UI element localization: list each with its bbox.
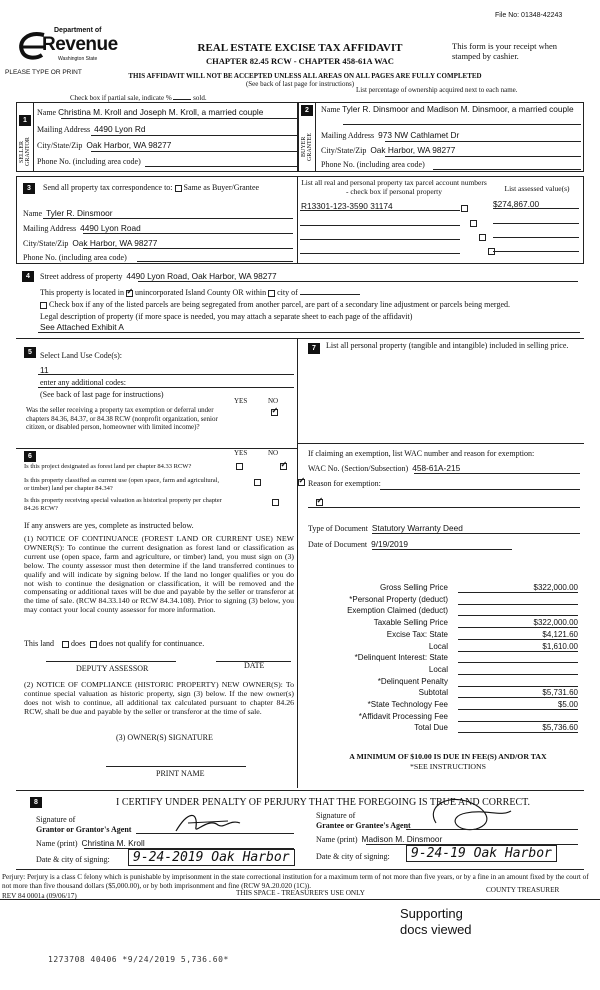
fee-label: *State Technology Fee (367, 700, 448, 709)
cashier-stamp: 1273708 40406 *9/24/2019 5,736.60* (48, 955, 229, 964)
buyer-side-label: BUYER GRANTEE (301, 133, 313, 161)
personal-property-checkbox[interactable] (470, 220, 477, 227)
legal-desc-label: Legal description of property (if more space is needed, you may attach a separate sheet to each page of the affidavit) (40, 312, 413, 321)
assessed-header: List assessed value(s) (504, 184, 570, 193)
label: Mailing Address (37, 125, 91, 134)
segregated-text: Check box if any of the listed parcels are being segregated from another parcel, are part of a secondary line adjustment or parcels being merged. (49, 300, 510, 309)
label: City/State/Zip (37, 141, 83, 150)
send-to-row (43, 183, 259, 192)
segregated-checkbox[interactable] (40, 302, 47, 309)
fee-row (298, 642, 582, 653)
partial-sale-text: Check box if partial sale, indicate % (70, 94, 172, 102)
wac-claim-label: If claiming an exemption, list WAC number and reason for exemption: (308, 449, 535, 458)
legal-description: See Attached Exhibit A (40, 322, 124, 332)
seller-name-row (37, 107, 295, 117)
does-not: does not (98, 639, 126, 648)
parcel-number: R13301-123-3590 31174 (301, 201, 393, 211)
section-2-buyer (298, 102, 584, 172)
label: WAC No. (Section/Subsection) (308, 464, 409, 473)
logo-state: Washington State (58, 56, 98, 62)
partial-sale-label (70, 94, 207, 102)
label: Mailing Address (23, 224, 77, 233)
grantor-date-place: 9-24-2019 Oak Harbor (128, 849, 295, 866)
fee-value: $322,000.00 (458, 583, 578, 593)
label: Street address of property (40, 272, 123, 281)
fee-row (298, 723, 582, 734)
section-4-property (16, 267, 584, 337)
segregated-row (40, 300, 580, 309)
grantor-name-row (36, 838, 145, 848)
corr-phone-label: Phone No. (including area code) (23, 253, 127, 262)
corr-city-row (23, 238, 157, 248)
section-number: 7 (308, 343, 320, 354)
sig-label-1: Signature of (36, 815, 76, 824)
section-7-personal-property (298, 338, 584, 788)
owner-signature-label: (3) OWNER(S) SIGNATURE (116, 733, 213, 742)
assessed-value: $274,867.00 (493, 199, 540, 209)
fee-value: $5.00 (458, 700, 578, 710)
dor-logo (16, 27, 116, 67)
form-subtitle: CHAPTER 82.45 RCW - CHAPTER 458-61A WAC (206, 56, 394, 66)
buyer-phone-label: Phone No. (including area code) (321, 160, 425, 169)
fee-row (298, 688, 582, 699)
if-any-yes: If any answers are yes, complete as instructed below. (24, 521, 194, 530)
fee-value: $5,736.60 (458, 723, 578, 733)
no-header: NO (268, 449, 279, 457)
label: This property is located in (40, 288, 124, 297)
fee-label: Excise Tax: State (386, 629, 448, 639)
no-header: NO (268, 397, 279, 405)
print-name-label: PRINT NAME (156, 769, 205, 778)
grantee-signature (416, 793, 516, 833)
historic-question: Is this property receiving special valuation as historical property per chapter 84.26 RCW? (24, 497, 222, 512)
fee-row (298, 595, 582, 606)
doc-type: Statutory Warranty Deed (371, 523, 463, 533)
label: Name (print) (36, 839, 78, 848)
section-number: 2 (301, 105, 313, 116)
fee-value (458, 677, 578, 687)
label: City/State/Zip (23, 239, 69, 248)
section-number: 3 (23, 183, 35, 194)
certify-statement: I CERTIFY UNDER PENALTY OF PERJURY THAT THE FOREGOING IS TRUE AND CORRECT. (116, 797, 530, 808)
corr-addr-row (23, 223, 141, 233)
fee-label: *Personal Property (deduct) (349, 594, 448, 604)
historic-yes-checkbox[interactable] (272, 499, 279, 506)
seller-city-row (37, 140, 171, 150)
corr-name: Tyler R. Dinsmoor (46, 208, 113, 218)
perjury-notice: Perjury: Perjury is a class C felony which is punishable by imprisonment in the state correctional institution for a maximum term of not more than five years, or by a fine in an amount fixed by the court of not more than five thousand dollars ($5,000.00), or by both imprisonment and fine (RCW 9A.20.020 (1C)). (2, 873, 589, 890)
corr-name-row (23, 208, 113, 218)
section-number: 4 (22, 271, 34, 282)
date-label: DATE (244, 661, 265, 670)
section-number: 5 (24, 347, 36, 358)
label: Name (print) (316, 835, 358, 844)
corr-address: 4490 Lyon Road (80, 223, 141, 233)
street-row (40, 271, 277, 281)
wac-row (308, 463, 460, 473)
fee-label: *Delinquent Interest: State (354, 653, 448, 663)
seller-addr-row (37, 124, 145, 134)
grantor-sig-label (36, 815, 131, 835)
label: Name (37, 108, 57, 117)
receipt-note: This form is your receipt when stamped by cashier. (452, 41, 558, 61)
buyer-name: Tyler R. Dinsmoor and Madison M. Dinsmoor, a married couple (342, 104, 574, 114)
fee-value (458, 653, 578, 663)
personal-property-checkbox[interactable] (461, 205, 468, 212)
street-address: 4490 Lyon Road, Oak Harbor, WA 98277 (126, 271, 277, 281)
grantee-sig-label (316, 811, 411, 831)
logo-dept: Department of (54, 27, 102, 34)
section-3-correspondence (16, 176, 584, 264)
does: does (71, 639, 86, 648)
see-back-note: (See back of last page for instructions) (40, 390, 164, 399)
qualify: qualify for continuance. (127, 639, 205, 648)
section-6-continuance (16, 448, 298, 788)
fee-row (298, 630, 582, 641)
fee-value: $1,610.00 (458, 642, 578, 652)
section-1-seller (16, 102, 298, 172)
ownership-pct-note: List percentage of ownership acquired next to each name. (356, 86, 518, 94)
same-as-buyer-checkbox[interactable] (175, 185, 182, 192)
wac-number: 458-61A-215 (412, 463, 461, 473)
fee-value (458, 606, 578, 616)
qualify-row (24, 639, 204, 648)
yes-header: YES (234, 449, 248, 457)
see-instructions: *SEE INSTRUCTIONS (409, 762, 487, 771)
fee-value (458, 712, 578, 722)
section-number: 8 (30, 797, 42, 808)
fee-value: $4,121.60 (458, 630, 578, 640)
grantee-date-place: 9-24-19 Oak Harbor (406, 845, 557, 862)
fee-label: Total Due (414, 723, 448, 733)
grantor-print-name: Christina M. Kroll (81, 838, 145, 848)
section-number: 6 (24, 451, 36, 462)
fee-row (298, 712, 582, 723)
fee-row (298, 677, 582, 688)
exemption-question: Was the seller receiving a property tax exemption or deferral under chapters 84.36, 84.37, or 84.38 RCW (nonprofit organization, senior citizen, or disabled person, homeowner with limited income)? (26, 406, 218, 431)
warning-text: THIS AFFIDAVIT WILL NOT BE ACCEPTED UNLESS ALL AREAS ON ALL PAGES ARE FULLY COMPLETED (128, 72, 482, 80)
forest-yes-checkbox[interactable] (236, 463, 243, 470)
fee-label: *Affidavit Processing Fee (358, 711, 448, 721)
fee-value (458, 665, 578, 675)
this-land: This land (24, 639, 54, 648)
unincorporated-checkbox[interactable] (126, 290, 133, 297)
grantor-date-label: Date & city of signing: (36, 855, 110, 864)
notice-compliance: (2) NOTICE OF COMPLIANCE (HISTORIC PROPERTY) NEW OWNER(S): To continue special valuation as historic property, sign (3) below. If the new owner(s) does not wish to continue, all additional tax calculated pursuant to chapter 84.26 RCW, shall be due and payable by the seller or transferor at the time of sale. (24, 680, 294, 716)
does-checkbox[interactable] (62, 641, 69, 648)
section-8-certification (16, 790, 584, 870)
fee-value: $322,000.00 (458, 618, 578, 628)
personal-property-label: List all personal property (tangible and intangible) included in selling price. (326, 341, 569, 350)
label: Name (23, 209, 43, 218)
buyer-city-row (321, 145, 455, 155)
same-as-label: Same as Buyer/Grantee (183, 183, 260, 192)
label: City/State/Zip (321, 146, 367, 155)
instructions-note: (See back of last page for instructions) (245, 80, 355, 88)
send-label: Send all property tax correspondence to: (43, 183, 173, 192)
buyer-name-row (321, 104, 581, 115)
forest-question: Is this project designated as forest land per chapter 84.33 RCW? (24, 463, 192, 470)
fee-row (298, 606, 582, 617)
doc-date: 9/19/2019 (371, 539, 409, 549)
opt2: city of (277, 288, 298, 297)
notice-continuance: (1) NOTICE OF CONTINUANCE (FOREST LAND OR CURRENT USE) NEW OWNER(S): To continue the current designation as forest land or classification as current use (open space, farm and agriculture, or timber) land, you must sign on (3) below. The county assessor must then determine if the land transferred continues to qualify and will indicate by signing below. If the land no longer qualifies or you do not wish to continue the designation or classification, it will be removed and the compensating or additional taxes will be due and payable by the seller or transferor at the time of sale. (RCW 84.33.140 or RCW 84.34.108). Prior to signing (3) below, you may contact your local county assessor for more information. (24, 534, 294, 615)
exemption-no-checkbox[interactable] (271, 409, 278, 416)
fee-label: Local (428, 641, 448, 651)
fee-row (298, 583, 582, 594)
fee-row (298, 618, 582, 629)
fee-label: Local (428, 664, 448, 674)
buyer-city: Oak Harbor, WA 98277 (370, 145, 456, 155)
city-checkbox[interactable] (268, 290, 275, 297)
please-type: PLEASE TYPE OR PRINT (5, 69, 82, 76)
form-title: REAL ESTATE EXCISE TAX AFFIDAVIT (197, 42, 403, 54)
corr-city: Oak Harbor, WA 98277 (72, 238, 158, 248)
current-use-yes-checkbox[interactable] (254, 479, 261, 486)
doc-type-row (308, 523, 463, 533)
section-5-land-use (16, 338, 298, 448)
yes-header: YES (234, 397, 248, 405)
deputy-assessor-label: DEPUTY ASSESSOR (76, 664, 149, 673)
doc-date-row (308, 539, 408, 549)
rev-code: REV 84 0001a (09/06/17) (2, 892, 77, 900)
fee-label: *Delinquent Penalty (377, 676, 448, 686)
grantee-date-label: Date & city of signing: (316, 852, 390, 861)
personal-property-checkbox[interactable] (479, 234, 486, 241)
supporting-docs-stamp: Supporting docs viewed (400, 906, 472, 937)
logo-name: Revenue (42, 34, 118, 55)
grantee-name-row (316, 834, 442, 844)
buyer-addr-row (321, 130, 459, 140)
fee-row (298, 653, 582, 664)
minimum-note: A MINIMUM OF $10.00 IS DUE IN FEE(S) AND/OR TAX (349, 752, 547, 761)
fee-label: Subtotal (418, 688, 448, 698)
label: Name (321, 105, 341, 114)
section-number: 1 (19, 115, 31, 126)
file-number: File No: 01348-42243 (495, 12, 563, 19)
label: Date of Document (308, 540, 368, 549)
label: Mailing Address (321, 131, 375, 140)
seller-phone-label: Phone No. (including area code) (37, 157, 141, 166)
reason-label: Reason for exemption: (308, 479, 381, 488)
land-use-code: 11 (40, 365, 49, 375)
sig-label-2: Grantee or Grantee's Agent (316, 821, 411, 830)
seller-address: 4490 Lyon Rd (94, 124, 146, 134)
label: Type of Document (308, 524, 368, 533)
opt1: unincorporated Island County OR within (134, 288, 267, 297)
seller-name: Christina M. Kroll and Joseph M. Kroll, a married couple (58, 107, 264, 117)
fee-row (298, 700, 582, 711)
grantee-print-name: Madison M. Dinsmoor (361, 834, 443, 844)
partial-sale-suffix: sold. (193, 94, 207, 102)
buyer-address: 973 NW Cathlamet Dr (378, 130, 460, 140)
sig-label-2: Grantor or Grantor's Agent (36, 825, 132, 834)
additional-codes-label: enter any additional codes: (40, 378, 126, 387)
fee-label: Gross Selling Price (379, 583, 448, 592)
parcel-header: List all real and personal property tax parcel account numbers - check box if personal property (301, 178, 487, 196)
fee-value (458, 595, 578, 605)
seller-city: Oak Harbor, WA 98277 (86, 140, 172, 150)
does-not-checkbox[interactable] (90, 641, 97, 648)
fee-row (298, 665, 582, 676)
forest-no-checkbox[interactable] (280, 463, 287, 470)
fee-label: Exemption Claimed (deduct) (347, 606, 448, 616)
fee-label: Taxable Selling Price (373, 618, 448, 628)
located-row (40, 288, 360, 297)
fee-value: $5,731.60 (458, 688, 578, 698)
current-use-question: Is this property classified as current use (open space, farm and agricultural, or timber) land per chapter 84.34? (24, 477, 220, 492)
county-treasurer: COUNTY TREASURER (486, 886, 560, 894)
land-use-label: Select Land Use Code(s): (40, 351, 122, 360)
sig-label-1: Signature of (316, 811, 356, 820)
seller-side-label: SELLER GRANTOR (19, 137, 31, 167)
treasurer-space: THIS SPACE - TREASURER'S USE ONLY (236, 889, 365, 897)
